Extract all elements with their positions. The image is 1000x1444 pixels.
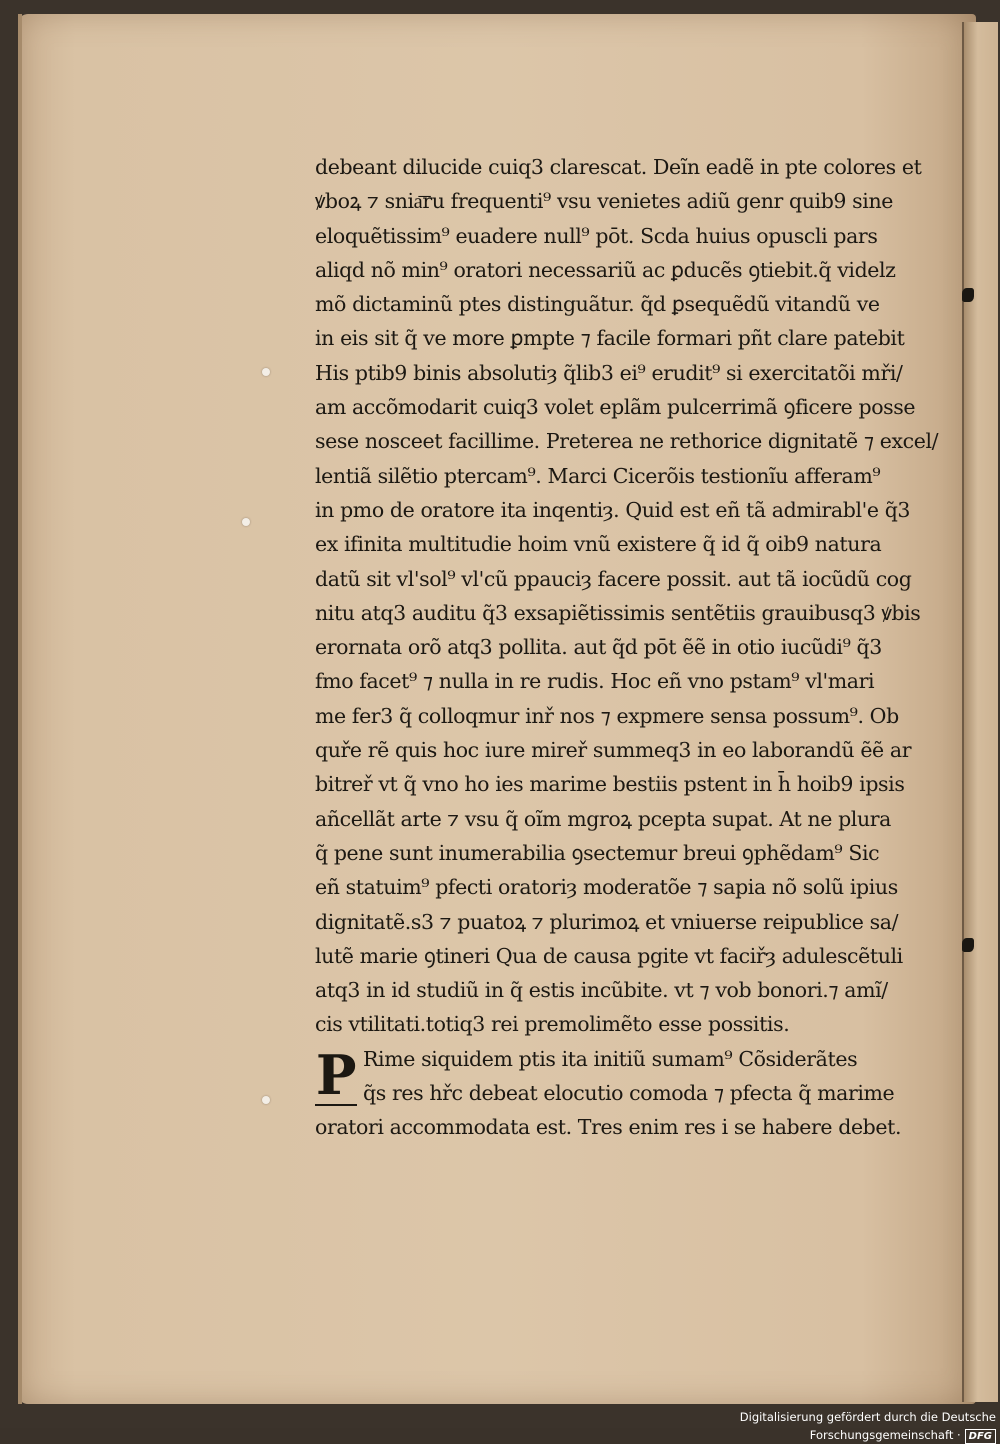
credit-text: Digitalisierung gefördert durch die Deutsche Forschungsgemeinschaft · xyxy=(739,1410,996,1442)
text-line: añcellãt arte ⁊ vsu q̃ oĩm mgroꝝ pcepta supat. At ne plura xyxy=(315,806,891,831)
text-line: oratori accommodata est. Tres enim res i se habere debet. xyxy=(315,1115,902,1140)
text-line: q̃s res hřc debeat elocutio comoda ⁊ pfecta q̃ marime xyxy=(363,1081,895,1106)
text-line: q̃ pene sunt inumerabilia ꝯsectemur breui ꝯphẽdam⁹ Sic xyxy=(315,840,880,865)
decorated-initial: P xyxy=(315,1042,357,1107)
binding-hole xyxy=(262,368,270,376)
text-line: lutẽ marie ꝯtineri Qua de causa pgite vt faciřȝ adulescẽtuli xyxy=(315,943,903,968)
binding-hole xyxy=(242,518,250,526)
text-line: debeant dilucide cuiq3 clarescat. Deĩn eadẽ in pte colores et xyxy=(315,155,922,179)
ink-blot-mark xyxy=(962,938,974,952)
text-line: eloquẽtissim⁹ euadere null⁹ pōt. Scda huius opuscli pars xyxy=(315,223,878,248)
adjacent-page-edge xyxy=(962,22,998,1402)
text-line: eñ statuim⁹ pfecti oratoriȝ moderatõe ⁊ sapia nõ solũ ipius xyxy=(315,875,898,900)
text-line: me fer3 q̃ colloqmur inř nos ⁊ expmere sensa possum⁹. Ob xyxy=(315,703,899,728)
ink-blot-mark xyxy=(962,288,974,302)
text-line: in pmo de oratore ita inqentiȝ. Quid est eñ tã admirabl'e q̃3 xyxy=(315,497,911,522)
text-line: mõ dictaminũ ptes distinguãtur. q̃d ꝑsequẽdũ vitandũ ve xyxy=(315,292,880,317)
text-line: am accõmodarit cuiq3 volet eplãm pulcerrimã ꝯficere posse xyxy=(315,395,916,420)
text-line: nitu atq3 auditu q̃3 exsapiẽtissimis sentẽtiis grauibusq3 ꝟbis xyxy=(315,600,921,625)
text-line: quře rẽ quis hoc iure mireř summeq3 in eo laborandũ ẽẽ ar xyxy=(315,738,912,763)
text-line: in eis sit q̃ ve more ꝑmpte ⁊ facile formari pñt clare patebit xyxy=(315,326,905,351)
text-line: sese nosceet facillime. Preterea ne rethorice dignitatẽ ⁊ excel/ xyxy=(315,429,939,454)
text-line: dignitatẽ.s3 ⁊ puatoꝝ ⁊ plurimoꝝ et vniuerse reipublice sa/ xyxy=(315,909,899,934)
text-line: erornata orõ atq3 pollita. aut q̃d pōt ẽẽ in otio iucũdi⁹ q̃3 xyxy=(315,635,882,660)
page-gutter-edge xyxy=(18,14,22,1404)
text-line: bitreř vt q̃ vno ho ies marime bestiis pstent in h̄ hoib9 ipsis xyxy=(315,772,905,797)
printed-text-block xyxy=(315,150,939,1145)
digitization-credit xyxy=(600,1408,996,1442)
text-line: lentiã silẽtio ptercam⁹. Marci Cicerõis testionĩu afferam⁹ xyxy=(315,463,881,488)
text-line: datũ sit vl'sol⁹ vl'cũ ppauciȝ facere possit. aut tã iocũdũ cog xyxy=(315,566,912,591)
text-line: cis vtilitati.totiq3 rei premolimẽto esse possitis. xyxy=(315,1012,790,1037)
text-line: His ptib9 binis absolutiȝ q̃lib3 ei⁹ erudit⁹ si exercitatõi mři/ xyxy=(315,360,903,385)
binding-hole xyxy=(262,1096,270,1104)
text-line: ex ifinita multitudie hoim vnũ existere q̃ id q̃ oib9 natura xyxy=(315,532,882,557)
initial-paragraph xyxy=(315,1042,915,1111)
text-line: atq3 in id studiũ in q̃ estis incũbite. vt ⁊ vob bonori.⁊ amĩ/ xyxy=(315,978,888,1003)
text-line: fmo facet⁹ ⁊ nulla in re rudis. Hoc eñ vno pstam⁹ vl'mari xyxy=(315,669,875,694)
text-line: aliqd nõ min⁹ oratori necessariũ ac ꝑducẽs ꝯtiebit.q̃ videlz xyxy=(315,257,896,282)
text-line: Rime siquidem ptis ita initiũ sumam⁹ Cõsiderãtes xyxy=(363,1046,858,1071)
dfg-logo: DFG xyxy=(965,1429,996,1444)
text-line: ꝟboꝝ ⁊ snia͞ru frequenti⁹ vsu venietes adiũ genr quib9 sine xyxy=(315,189,893,214)
